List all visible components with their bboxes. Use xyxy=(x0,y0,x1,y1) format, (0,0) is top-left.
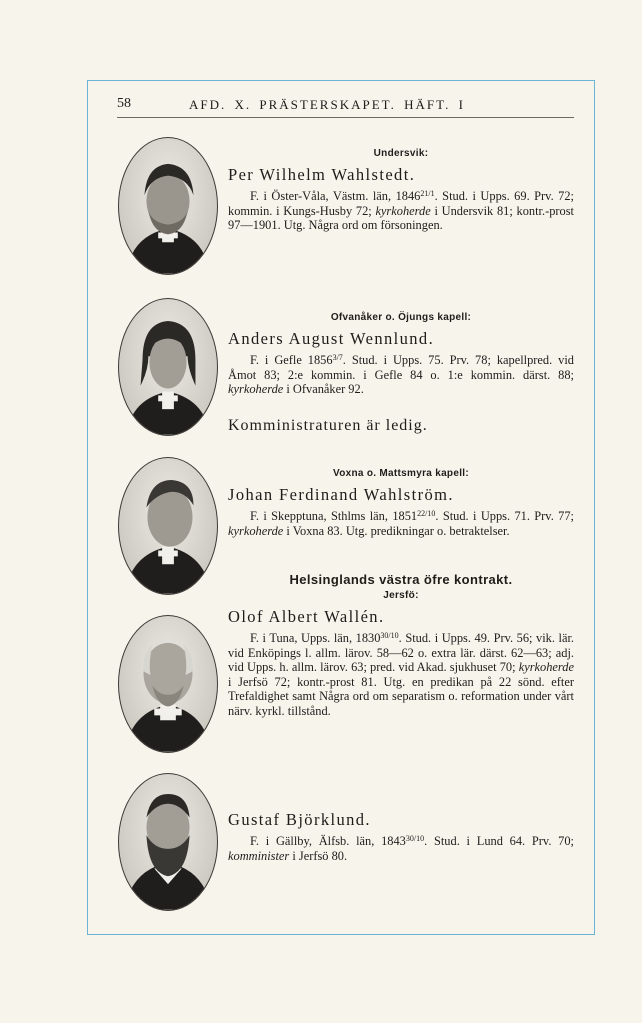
biography: F. i Tuna, Upps. län, $1830^{30/10}$. Stud. i Upps. 49. Prv. 56; vik. lär. vid Enköpings l. allm. lärov. 58—62 o. extra lär. därst. 62—63; adj. vid Upps. h. allm. lärov. 63; pred. vid Akad. sjukhuset 70; kyrkoherde i Jerfsö 72; kontr.-prost 81. Utg. en predikan på 22 sönd. efter Trefaldighet samt Några ord om separatism o. reformation under vårt närv. kyrkl. tillstånd. xyxy=(228,631,574,718)
birth-date: 30/10 xyxy=(405,834,425,843)
portrait-wahlstrom xyxy=(118,457,218,595)
role-title: kyrkoherde xyxy=(375,203,431,218)
portrait-wallen xyxy=(118,615,218,753)
portrait-clergyman-young-icon xyxy=(119,138,217,274)
running-title: AFD. X. PRÄSTERSKAPET. HÄFT. I xyxy=(189,97,465,112)
clergy-name: Olof Albert Wallén. xyxy=(228,607,385,626)
vacancy-note: Komministraturen är ledig. xyxy=(228,416,428,434)
role-title: komminister xyxy=(228,848,290,863)
birth-date: 22/10 xyxy=(417,509,436,518)
portrait-clergyman-icon xyxy=(119,458,217,594)
clergy-name: Anders August Wennlund. xyxy=(228,329,435,348)
role-title: kyrkoherde xyxy=(518,660,574,675)
entry-wahlstedt xyxy=(228,148,574,233)
birth-date: 30/10 xyxy=(380,631,399,640)
parish-heading: Undersvik: xyxy=(373,148,429,159)
role-title: kyrkoherde xyxy=(228,382,284,397)
header-rule xyxy=(117,117,574,118)
entry-wahlstrom xyxy=(228,468,574,538)
biography: F. i Skepptuna, Sthlms län, $1851^{22/10}$. Stud. i Upps. 71. Prv. 77; kyrkoherde i Voxna 83. Utg. predikningar o. betraktelser. xyxy=(228,509,574,538)
birth-date: 3/7 xyxy=(332,353,343,362)
entry-bjorklund xyxy=(228,810,574,863)
running-head xyxy=(117,96,572,116)
portrait-clergyman-elder-icon xyxy=(119,616,217,752)
role-title: kyrkoherde xyxy=(228,523,284,538)
parish-heading: Jersfö: xyxy=(383,590,419,601)
biography: F. i Gefle $1856^{3/7}$. Stud. i Upps. 75. Prv. 78; kapellpred. vid Åmot 83; 2:e kommin. i Gefle 84 o. 1:e kommin. därst. 88; kyrkoherde i Ofvanåker 92. xyxy=(228,353,574,397)
clergy-name: Per Wilhelm Wahlstedt. xyxy=(228,165,416,184)
parish-heading: Voxna o. Mattsmyra kapell: xyxy=(333,468,469,479)
clergy-name: Johan Ferdinand Wahlström. xyxy=(228,485,454,504)
entry-wallen xyxy=(228,572,574,719)
birth-date: 21/1 xyxy=(420,189,435,198)
portrait-wahlstedt xyxy=(118,137,218,275)
portrait-clergyman-bearded-icon xyxy=(119,774,217,910)
district-heading: Helsinglands västra öfre kontrakt. xyxy=(289,572,513,587)
portrait-bjorklund xyxy=(118,773,218,911)
parish-heading: Ofvanåker o. Öjungs kapell: xyxy=(330,312,472,323)
biography: F. i Öster-Våla, Västm. län, $1846^{21/1}$. Stud. i Upps. 69. Prv. 72; kommin. i Kungs-Husby 72; kyrkoherde i Undersvik 81; kontr.-prost 97—1901. Utg. Några ord om försoningen. xyxy=(228,189,575,233)
portrait-wennlund xyxy=(118,298,218,436)
page-number: 58 xyxy=(117,96,131,111)
clergy-name: Gustaf Björklund. xyxy=(228,810,371,829)
biography: F. i Gällby, Älfsb. län, $1843^{30/10}$. Stud. i Lund 64. Prv. 70; komminister i Jerfsö 80. xyxy=(228,834,575,863)
portrait-clergyman-longhair-icon xyxy=(119,299,217,435)
entry-wennlund xyxy=(228,312,574,435)
